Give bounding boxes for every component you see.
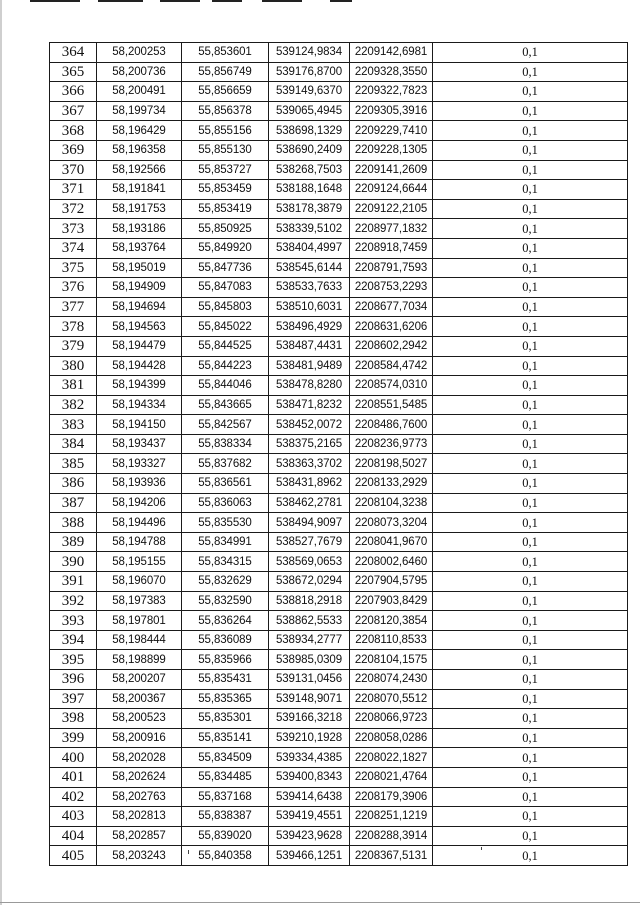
longitude-cell: 55,845022 bbox=[182, 317, 269, 337]
latitude-cell: 58,194428 bbox=[97, 356, 182, 376]
y-coordinate-cell: 2208120,3854 bbox=[350, 611, 433, 631]
longitude-cell: 55,856659 bbox=[182, 82, 269, 102]
x-coordinate-cell: 538188,1648 bbox=[269, 180, 350, 200]
point-number-cell: 402 bbox=[50, 787, 97, 807]
point-number-cell: 371 bbox=[50, 180, 97, 200]
latitude-cell: 58,195019 bbox=[97, 258, 182, 278]
x-coordinate-cell: 538510,6031 bbox=[269, 297, 350, 317]
table-row bbox=[50, 317, 628, 337]
longitude-cell: 55,835141 bbox=[182, 728, 269, 748]
x-coordinate-cell: 538862,5533 bbox=[269, 611, 350, 631]
table-row bbox=[50, 434, 628, 454]
latitude-cell: 58,200367 bbox=[97, 689, 182, 709]
table-row bbox=[50, 767, 628, 787]
longitude-cell: 55,845803 bbox=[182, 297, 269, 317]
longitude-cell: 55,849920 bbox=[182, 238, 269, 258]
table-row bbox=[50, 82, 628, 102]
x-coordinate-cell: 539414,6438 bbox=[269, 787, 350, 807]
y-coordinate-cell: 2209328,3550 bbox=[350, 62, 433, 82]
y-coordinate-cell: 2208918,7459 bbox=[350, 238, 433, 258]
accuracy-cell: 0,1 bbox=[433, 630, 628, 650]
x-coordinate-cell: 539131,0456 bbox=[269, 670, 350, 690]
longitude-cell: 55,853727 bbox=[182, 160, 269, 180]
longitude-cell: 55,843665 bbox=[182, 395, 269, 415]
table-row bbox=[50, 846, 628, 866]
y-coordinate-cell: 2208977,1832 bbox=[350, 219, 433, 239]
longitude-cell: 55,856749 bbox=[182, 62, 269, 82]
table-row bbox=[50, 376, 628, 396]
point-number-cell: 390 bbox=[50, 552, 97, 572]
x-coordinate-cell: 539166,3218 bbox=[269, 709, 350, 729]
table-row bbox=[50, 258, 628, 278]
y-coordinate-cell: 2208104,1575 bbox=[350, 650, 433, 670]
table-row bbox=[50, 591, 628, 611]
accuracy-cell: 0,1 bbox=[433, 474, 628, 494]
accuracy-cell: 0,1 bbox=[433, 767, 628, 787]
point-number-cell: 374 bbox=[50, 238, 97, 258]
point-number-cell: 389 bbox=[50, 532, 97, 552]
x-coordinate-cell: 538268,7503 bbox=[269, 160, 350, 180]
y-coordinate-cell: 2209305,3916 bbox=[350, 101, 433, 121]
table-row bbox=[50, 552, 628, 572]
latitude-cell: 58,198899 bbox=[97, 650, 182, 670]
x-coordinate-cell: 539466,1251 bbox=[269, 846, 350, 866]
y-coordinate-cell: 2208677,7034 bbox=[350, 297, 433, 317]
x-coordinate-cell: 538818,2918 bbox=[269, 591, 350, 611]
point-number-cell: 405 bbox=[50, 846, 97, 866]
y-coordinate-cell: 2208104,3238 bbox=[350, 493, 433, 513]
longitude-cell: 55,838387 bbox=[182, 807, 269, 827]
x-coordinate-cell: 539149,6370 bbox=[269, 82, 350, 102]
table-row bbox=[50, 532, 628, 552]
point-number-cell: 385 bbox=[50, 454, 97, 474]
latitude-cell: 58,194788 bbox=[97, 532, 182, 552]
longitude-cell: 55,840358 bbox=[182, 846, 269, 866]
x-coordinate-cell: 538527,7679 bbox=[269, 532, 350, 552]
point-number-cell: 368 bbox=[50, 121, 97, 141]
point-number-cell: 396 bbox=[50, 670, 97, 690]
longitude-cell: 55,850925 bbox=[182, 219, 269, 239]
x-coordinate-cell: 538690,2409 bbox=[269, 140, 350, 160]
table-row bbox=[50, 826, 628, 846]
table-row bbox=[50, 572, 628, 592]
accuracy-cell: 0,1 bbox=[433, 709, 628, 729]
x-coordinate-cell: 538533,7633 bbox=[269, 278, 350, 298]
accuracy-cell: 0,1 bbox=[433, 336, 628, 356]
longitude-cell: 55,836264 bbox=[182, 611, 269, 631]
longitude-cell: 55,844223 bbox=[182, 356, 269, 376]
accuracy-cell: 0,1 bbox=[433, 826, 628, 846]
longitude-cell: 55,844046 bbox=[182, 376, 269, 396]
longitude-cell: 55,835301 bbox=[182, 709, 269, 729]
longitude-cell: 55,847083 bbox=[182, 278, 269, 298]
point-number-cell: 387 bbox=[50, 493, 97, 513]
y-coordinate-cell: 2208041,9670 bbox=[350, 532, 433, 552]
x-coordinate-cell: 539176,8700 bbox=[269, 62, 350, 82]
x-coordinate-cell: 538672,0294 bbox=[269, 572, 350, 592]
longitude-cell: 55,837682 bbox=[182, 454, 269, 474]
longitude-cell: 55,853601 bbox=[182, 43, 269, 63]
coordinates-table-body bbox=[50, 43, 628, 866]
point-number-cell: 386 bbox=[50, 474, 97, 494]
latitude-cell: 58,195155 bbox=[97, 552, 182, 572]
x-coordinate-cell: 538985,0309 bbox=[269, 650, 350, 670]
y-coordinate-cell: 2208133,2929 bbox=[350, 474, 433, 494]
y-coordinate-cell: 2208367,5131 bbox=[350, 846, 433, 866]
longitude-cell: 55,847736 bbox=[182, 258, 269, 278]
longitude-cell: 55,855156 bbox=[182, 121, 269, 141]
point-number-cell: 400 bbox=[50, 748, 97, 768]
longitude-cell: 55,853459 bbox=[182, 180, 269, 200]
x-coordinate-cell: 538478,8280 bbox=[269, 376, 350, 396]
accuracy-cell: 0,1 bbox=[433, 160, 628, 180]
y-coordinate-cell: 2208574,0310 bbox=[350, 376, 433, 396]
table-row bbox=[50, 415, 628, 435]
x-coordinate-cell: 538496,4929 bbox=[269, 317, 350, 337]
point-number-cell: 399 bbox=[50, 728, 97, 748]
x-coordinate-cell: 538431,8962 bbox=[269, 474, 350, 494]
point-number-cell: 403 bbox=[50, 807, 97, 827]
accuracy-cell: 0,1 bbox=[433, 513, 628, 533]
point-number-cell: 384 bbox=[50, 434, 97, 454]
latitude-cell: 58,203243 bbox=[97, 846, 182, 866]
accuracy-cell: 0,1 bbox=[433, 278, 628, 298]
x-coordinate-cell: 538471,8232 bbox=[269, 395, 350, 415]
table-row bbox=[50, 62, 628, 82]
table-row bbox=[50, 180, 628, 200]
accuracy-cell: 0,1 bbox=[433, 728, 628, 748]
table-row bbox=[50, 238, 628, 258]
accuracy-cell: 0,1 bbox=[433, 180, 628, 200]
accuracy-cell: 0,1 bbox=[433, 62, 628, 82]
latitude-cell: 58,194496 bbox=[97, 513, 182, 533]
latitude-cell: 58,193936 bbox=[97, 474, 182, 494]
latitude-cell: 58,200736 bbox=[97, 62, 182, 82]
longitude-cell: 55,855130 bbox=[182, 140, 269, 160]
y-coordinate-cell: 2208021,4764 bbox=[350, 767, 433, 787]
latitude-cell: 58,196358 bbox=[97, 140, 182, 160]
latitude-cell: 58,194399 bbox=[97, 376, 182, 396]
latitude-cell: 58,196429 bbox=[97, 121, 182, 141]
scan-left-edge bbox=[0, 0, 2, 905]
x-coordinate-cell: 538494,9097 bbox=[269, 513, 350, 533]
point-number-cell: 398 bbox=[50, 709, 97, 729]
table-row bbox=[50, 807, 628, 827]
x-coordinate-cell: 538339,5102 bbox=[269, 219, 350, 239]
longitude-cell: 55,834485 bbox=[182, 767, 269, 787]
accuracy-cell: 0,1 bbox=[433, 670, 628, 690]
latitude-cell: 58,197801 bbox=[97, 611, 182, 631]
longitude-cell: 55,842567 bbox=[182, 415, 269, 435]
longitude-cell: 55,837168 bbox=[182, 787, 269, 807]
table-row bbox=[50, 689, 628, 709]
point-number-cell: 366 bbox=[50, 82, 97, 102]
accuracy-cell: 0,1 bbox=[433, 43, 628, 63]
x-coordinate-cell: 538934,2777 bbox=[269, 630, 350, 650]
table-row bbox=[50, 395, 628, 415]
longitude-cell: 55,839020 bbox=[182, 826, 269, 846]
x-coordinate-cell: 538404,4997 bbox=[269, 238, 350, 258]
y-coordinate-cell: 2207904,5795 bbox=[350, 572, 433, 592]
y-coordinate-cell: 2208288,3914 bbox=[350, 826, 433, 846]
longitude-cell: 55,835966 bbox=[182, 650, 269, 670]
y-coordinate-cell: 2208631,6206 bbox=[350, 317, 433, 337]
latitude-cell: 58,191753 bbox=[97, 199, 182, 219]
y-coordinate-cell: 2208486,7600 bbox=[350, 415, 433, 435]
table-row bbox=[50, 474, 628, 494]
accuracy-cell: 0,1 bbox=[433, 493, 628, 513]
accuracy-cell: 0,1 bbox=[433, 121, 628, 141]
x-coordinate-cell: 539334,4385 bbox=[269, 748, 350, 768]
latitude-cell: 58,193437 bbox=[97, 434, 182, 454]
x-coordinate-cell: 539210,1928 bbox=[269, 728, 350, 748]
latitude-cell: 58,194206 bbox=[97, 493, 182, 513]
x-coordinate-cell: 538375,2165 bbox=[269, 434, 350, 454]
latitude-cell: 58,200207 bbox=[97, 670, 182, 690]
accuracy-cell: 0,1 bbox=[433, 101, 628, 121]
bottom-scan-line bbox=[0, 902, 640, 903]
accuracy-cell: 0,1 bbox=[433, 532, 628, 552]
latitude-cell: 58,193764 bbox=[97, 238, 182, 258]
y-coordinate-cell: 2208551,5485 bbox=[350, 395, 433, 415]
y-coordinate-cell: 2208602,2942 bbox=[350, 336, 433, 356]
x-coordinate-cell: 539065,4945 bbox=[269, 101, 350, 121]
accuracy-cell: 0,1 bbox=[433, 317, 628, 337]
latitude-cell: 58,194909 bbox=[97, 278, 182, 298]
point-number-cell: 395 bbox=[50, 650, 97, 670]
latitude-cell: 58,193327 bbox=[97, 454, 182, 474]
accuracy-cell: 0,1 bbox=[433, 748, 628, 768]
accuracy-cell: 0,1 bbox=[433, 787, 628, 807]
y-coordinate-cell: 2208066,9723 bbox=[350, 709, 433, 729]
latitude-cell: 58,200523 bbox=[97, 709, 182, 729]
accuracy-cell: 0,1 bbox=[433, 591, 628, 611]
longitude-cell: 55,835431 bbox=[182, 670, 269, 690]
point-number-cell: 377 bbox=[50, 297, 97, 317]
latitude-cell: 58,197383 bbox=[97, 591, 182, 611]
y-coordinate-cell: 2208110,8533 bbox=[350, 630, 433, 650]
y-coordinate-cell: 2209122,2105 bbox=[350, 199, 433, 219]
x-coordinate-cell: 539148,9071 bbox=[269, 689, 350, 709]
x-coordinate-cell: 538545,6144 bbox=[269, 258, 350, 278]
x-coordinate-cell: 538363,3702 bbox=[269, 454, 350, 474]
y-coordinate-cell: 2209228,1305 bbox=[350, 140, 433, 160]
longitude-cell: 55,853419 bbox=[182, 199, 269, 219]
accuracy-cell: 0,1 bbox=[433, 846, 628, 866]
accuracy-cell: 0,1 bbox=[433, 356, 628, 376]
y-coordinate-cell: 2209124,6644 bbox=[350, 180, 433, 200]
table-row bbox=[50, 650, 628, 670]
latitude-cell: 58,202813 bbox=[97, 807, 182, 827]
longitude-cell: 55,832629 bbox=[182, 572, 269, 592]
y-coordinate-cell: 2208070,5512 bbox=[350, 689, 433, 709]
x-coordinate-cell: 538698,1329 bbox=[269, 121, 350, 141]
longitude-cell: 55,844525 bbox=[182, 336, 269, 356]
accuracy-cell: 0,1 bbox=[433, 552, 628, 572]
table-row bbox=[50, 728, 628, 748]
accuracy-cell: 0,1 bbox=[433, 572, 628, 592]
point-number-cell: 383 bbox=[50, 415, 97, 435]
table-row bbox=[50, 454, 628, 474]
point-number-cell: 370 bbox=[50, 160, 97, 180]
latitude-cell: 58,202857 bbox=[97, 826, 182, 846]
longitude-cell: 55,838334 bbox=[182, 434, 269, 454]
x-coordinate-cell: 538481,9489 bbox=[269, 356, 350, 376]
y-coordinate-cell: 2209142,6981 bbox=[350, 43, 433, 63]
point-number-cell: 404 bbox=[50, 826, 97, 846]
table-row bbox=[50, 336, 628, 356]
y-coordinate-cell: 2208022,1827 bbox=[350, 748, 433, 768]
latitude-cell: 58,192566 bbox=[97, 160, 182, 180]
latitude-cell: 58,196070 bbox=[97, 572, 182, 592]
point-number-cell: 397 bbox=[50, 689, 97, 709]
accuracy-cell: 0,1 bbox=[433, 297, 628, 317]
latitude-cell: 58,193186 bbox=[97, 219, 182, 239]
y-coordinate-cell: 2208002,6460 bbox=[350, 552, 433, 572]
table-row bbox=[50, 356, 628, 376]
coordinates-table bbox=[49, 42, 628, 866]
latitude-cell: 58,194150 bbox=[97, 415, 182, 435]
accuracy-cell: 0,1 bbox=[433, 258, 628, 278]
table-row bbox=[50, 297, 628, 317]
point-number-cell: 392 bbox=[50, 591, 97, 611]
table-row bbox=[50, 787, 628, 807]
latitude-cell: 58,194694 bbox=[97, 297, 182, 317]
y-coordinate-cell: 2208251,1219 bbox=[350, 807, 433, 827]
point-number-cell: 364 bbox=[50, 43, 97, 63]
table-row bbox=[50, 278, 628, 298]
x-coordinate-cell: 539124,9834 bbox=[269, 43, 350, 63]
y-coordinate-cell: 2208753,2293 bbox=[350, 278, 433, 298]
table-row bbox=[50, 611, 628, 631]
latitude-cell: 58,202028 bbox=[97, 748, 182, 768]
longitude-cell: 55,856378 bbox=[182, 101, 269, 121]
accuracy-cell: 0,1 bbox=[433, 199, 628, 219]
longitude-cell: 55,836063 bbox=[182, 493, 269, 513]
accuracy-cell: 0,1 bbox=[433, 454, 628, 474]
point-number-cell: 401 bbox=[50, 767, 97, 787]
table-row bbox=[50, 670, 628, 690]
accuracy-cell: 0,1 bbox=[433, 650, 628, 670]
latitude-cell: 58,194334 bbox=[97, 395, 182, 415]
y-coordinate-cell: 2209322,7823 bbox=[350, 82, 433, 102]
y-coordinate-cell: 2208791,7593 bbox=[350, 258, 433, 278]
table-row bbox=[50, 630, 628, 650]
accuracy-cell: 0,1 bbox=[433, 434, 628, 454]
longitude-cell: 55,835530 bbox=[182, 513, 269, 533]
point-number-cell: 365 bbox=[50, 62, 97, 82]
point-number-cell: 379 bbox=[50, 336, 97, 356]
latitude-cell: 58,198444 bbox=[97, 630, 182, 650]
y-coordinate-cell: 2209229,7410 bbox=[350, 121, 433, 141]
latitude-cell: 58,194563 bbox=[97, 317, 182, 337]
accuracy-cell: 0,1 bbox=[433, 238, 628, 258]
latitude-cell: 58,200253 bbox=[97, 43, 182, 63]
top-scan-lines bbox=[0, 0, 370, 2]
y-coordinate-cell: 2208179,3906 bbox=[350, 787, 433, 807]
x-coordinate-cell: 538462,2781 bbox=[269, 493, 350, 513]
point-number-cell: 376 bbox=[50, 278, 97, 298]
table-row bbox=[50, 199, 628, 219]
point-number-cell: 380 bbox=[50, 356, 97, 376]
longitude-cell: 55,836089 bbox=[182, 630, 269, 650]
x-coordinate-cell: 538178,3879 bbox=[269, 199, 350, 219]
latitude-cell: 58,202763 bbox=[97, 787, 182, 807]
table-row bbox=[50, 513, 628, 533]
accuracy-cell: 0,1 bbox=[433, 395, 628, 415]
x-coordinate-cell: 538452,0072 bbox=[269, 415, 350, 435]
point-number-cell: 373 bbox=[50, 219, 97, 239]
point-number-cell: 382 bbox=[50, 395, 97, 415]
table-row bbox=[50, 709, 628, 729]
accuracy-cell: 0,1 bbox=[433, 140, 628, 160]
point-number-cell: 388 bbox=[50, 513, 97, 533]
accuracy-cell: 0,1 bbox=[433, 689, 628, 709]
y-coordinate-cell: 2207903,8429 bbox=[350, 591, 433, 611]
longitude-cell: 55,834991 bbox=[182, 532, 269, 552]
latitude-cell: 58,200491 bbox=[97, 82, 182, 102]
longitude-cell: 55,836561 bbox=[182, 474, 269, 494]
accuracy-cell: 0,1 bbox=[433, 219, 628, 239]
table-row bbox=[50, 101, 628, 121]
x-coordinate-cell: 538487,4431 bbox=[269, 336, 350, 356]
table-row bbox=[50, 493, 628, 513]
accuracy-cell: 0,1 bbox=[433, 611, 628, 631]
point-number-cell: 378 bbox=[50, 317, 97, 337]
table-row bbox=[50, 140, 628, 160]
accuracy-cell: 0,1 bbox=[433, 376, 628, 396]
point-number-cell: 393 bbox=[50, 611, 97, 631]
table-row bbox=[50, 43, 628, 63]
point-number-cell: 367 bbox=[50, 101, 97, 121]
latitude-cell: 58,194479 bbox=[97, 336, 182, 356]
y-coordinate-cell: 2208074,2430 bbox=[350, 670, 433, 690]
point-number-cell: 375 bbox=[50, 258, 97, 278]
y-coordinate-cell: 2208058,0286 bbox=[350, 728, 433, 748]
latitude-cell: 58,200916 bbox=[97, 728, 182, 748]
latitude-cell: 58,191841 bbox=[97, 180, 182, 200]
accuracy-cell: 0,1 bbox=[433, 415, 628, 435]
longitude-cell: 55,834509 bbox=[182, 748, 269, 768]
point-number-cell: 391 bbox=[50, 572, 97, 592]
longitude-cell: 55,832590 bbox=[182, 591, 269, 611]
x-coordinate-cell: 539419,4551 bbox=[269, 807, 350, 827]
accuracy-cell: 0,1 bbox=[433, 807, 628, 827]
point-number-cell: 369 bbox=[50, 140, 97, 160]
y-coordinate-cell: 2209141,2609 bbox=[350, 160, 433, 180]
longitude-cell: 55,835365 bbox=[182, 689, 269, 709]
y-coordinate-cell: 2208584,4742 bbox=[350, 356, 433, 376]
table-row bbox=[50, 748, 628, 768]
point-number-cell: 381 bbox=[50, 376, 97, 396]
accuracy-cell: 0,1 bbox=[433, 82, 628, 102]
y-coordinate-cell: 2208236,9773 bbox=[350, 434, 433, 454]
longitude-cell: 55,834315 bbox=[182, 552, 269, 572]
x-coordinate-cell: 539400,8343 bbox=[269, 767, 350, 787]
latitude-cell: 58,202624 bbox=[97, 767, 182, 787]
y-coordinate-cell: 2208198,5027 bbox=[350, 454, 433, 474]
point-number-cell: 372 bbox=[50, 199, 97, 219]
latitude-cell: 58,199734 bbox=[97, 101, 182, 121]
table-row bbox=[50, 121, 628, 141]
point-number-cell: 394 bbox=[50, 630, 97, 650]
x-coordinate-cell: 538569,0653 bbox=[269, 552, 350, 572]
x-coordinate-cell: 539423,9628 bbox=[269, 826, 350, 846]
table-row bbox=[50, 219, 628, 239]
y-coordinate-cell: 2208073,3204 bbox=[350, 513, 433, 533]
table-row bbox=[50, 160, 628, 180]
